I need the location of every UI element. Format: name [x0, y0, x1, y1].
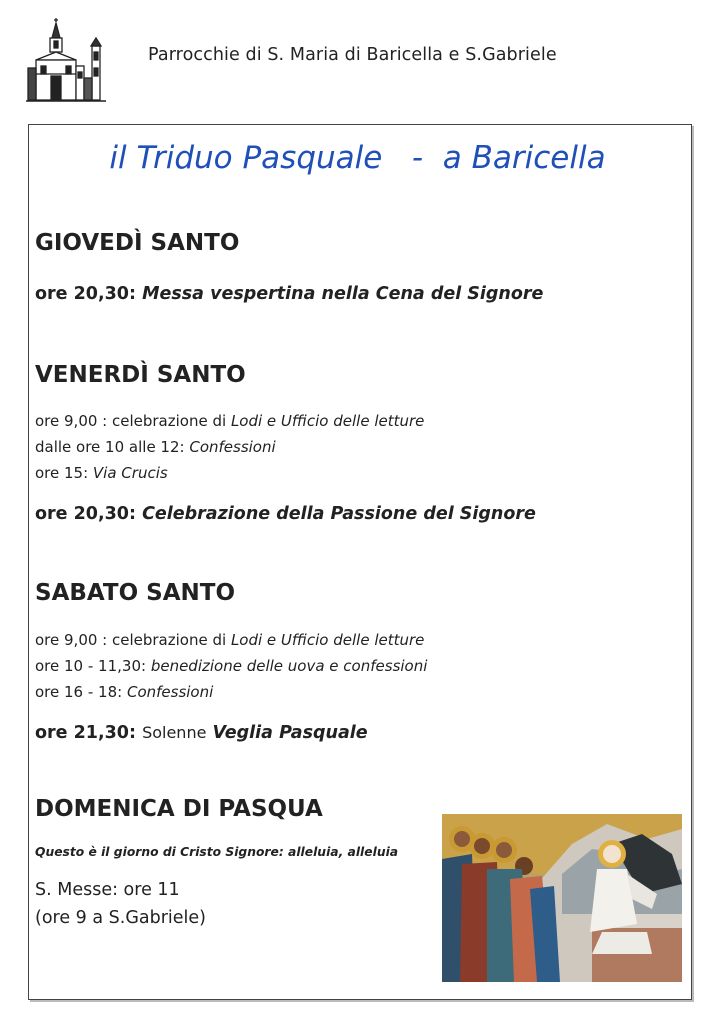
venerdi-line-1-desc: Lodi e Ufficio delle letture — [230, 412, 425, 430]
page-title: il Triduo Pasquale - a Baricella — [109, 140, 606, 176]
sabato-line-3-time: ore 16 - 18: — [35, 683, 127, 701]
sabato-main-desc: Veglia Pasquale — [212, 723, 368, 743]
mass-time-gabriele: (ore 9 a S.Gabriele) — [35, 908, 207, 928]
venerdi-line-3 — [35, 464, 168, 482]
sabato-line-1 — [35, 631, 424, 649]
sabato-line-1-time: ore 9,00 : celebrazione di — [35, 631, 231, 649]
venerdi-line-2-desc: Confessioni — [189, 438, 276, 456]
sabato-line-3 — [35, 683, 213, 701]
venerdi-line-3-desc: Via Crucis — [92, 464, 168, 482]
heading-venerdi: VENERDÌ SANTO — [35, 362, 246, 388]
sabato-line-3-desc: Confessioni — [126, 683, 214, 701]
venerdi-line-1-time: ore 9,00 : celebrazione di — [35, 412, 231, 430]
sabato-line-2-desc: benedizione delle uova e confessioni — [150, 657, 428, 675]
sabato-line-2-time: ore 10 - 11,30: — [35, 657, 151, 675]
venerdi-line-2-time: dalle ore 10 alle 12: — [35, 438, 190, 456]
sabato-main-line — [35, 723, 368, 743]
venerdi-main-line — [35, 504, 536, 524]
venerdi-line-3-time: ore 15: — [35, 464, 93, 482]
heading-domenica: DOMENICA DI PASQUA — [35, 796, 323, 822]
parish-name: Parrocchie di S. Maria di Baricella e S.Gabriele — [148, 45, 557, 65]
giovedi-main-line — [35, 284, 543, 304]
giovedi-main-time: ore 20,30: — [35, 284, 136, 304]
church-icon — [26, 16, 108, 104]
heading-giovedi: GIOVEDÌ SANTO — [35, 230, 240, 256]
venerdi-line-2 — [35, 438, 276, 456]
sabato-main-time: ore 21,30: — [35, 723, 136, 743]
venerdi-line-1 — [35, 412, 424, 430]
giovedi-main-desc: Messa vespertina nella Cena del Signore — [142, 284, 544, 304]
sabato-line-1-desc: Lodi e Ufficio delle letture — [230, 631, 425, 649]
venerdi-main-desc: Celebrazione della Passione del Signore — [142, 504, 536, 524]
resurrection-fresco-icon — [442, 814, 682, 982]
sabato-line-2 — [35, 657, 427, 675]
easter-quote: Questo è il giorno di Cristo Signore: alleluia, alleluia — [35, 845, 399, 859]
mass-time: S. Messe: ore 11 — [35, 880, 180, 900]
heading-sabato: SABATO SANTO — [35, 580, 236, 606]
venerdi-main-time: ore 20,30: — [35, 504, 136, 524]
sabato-main-plain: Solenne — [142, 723, 207, 742]
